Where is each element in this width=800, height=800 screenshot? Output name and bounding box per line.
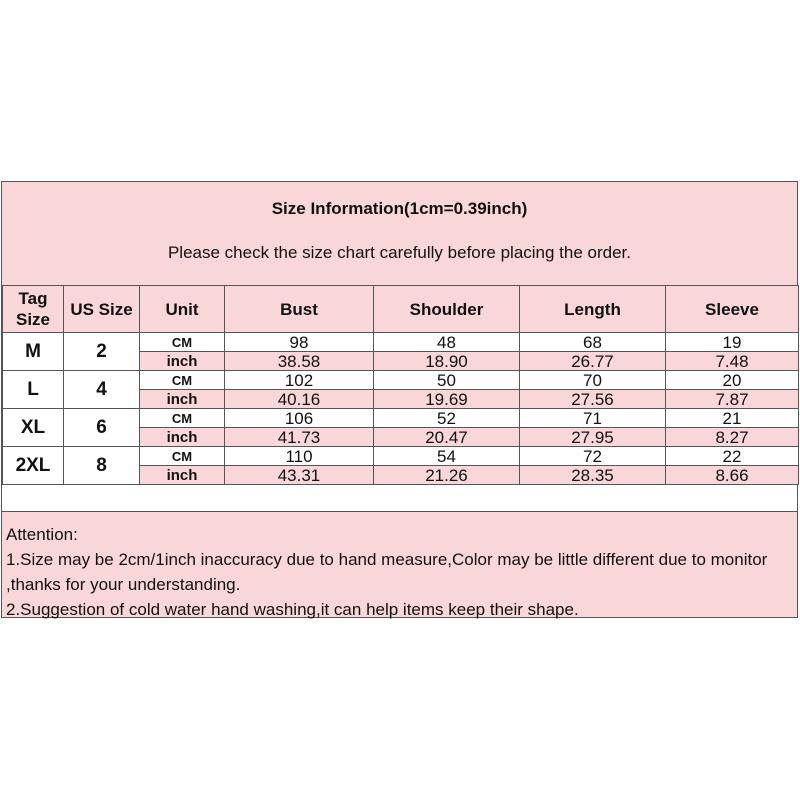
shoulder-value-cell: 18.90 xyxy=(374,352,520,371)
table-body xyxy=(3,333,799,485)
bust-value-cell: 102 xyxy=(225,371,374,390)
spacer-row xyxy=(2,488,797,512)
unit-cell: inch xyxy=(140,428,225,447)
us-size-cell: 2 xyxy=(64,333,140,371)
tag-size-cell: XL xyxy=(3,409,64,447)
attention-notes xyxy=(2,512,797,617)
column-header-length: Length xyxy=(520,286,666,333)
us-size-cell: 4 xyxy=(64,371,140,409)
column-header-sleeve: Sleeve xyxy=(666,286,799,333)
shoulder-value-cell: 20.47 xyxy=(374,428,520,447)
unit-cell: CM xyxy=(140,447,225,466)
bust-value-cell: 106 xyxy=(225,409,374,428)
shoulder-value-cell: 52 xyxy=(374,409,520,428)
length-value-cell: 26.77 xyxy=(520,352,666,371)
bust-value-cell: 110 xyxy=(225,447,374,466)
sleeve-value-cell: 8.27 xyxy=(666,428,799,447)
notes-heading: Attention: xyxy=(6,525,78,544)
us-size-cell: 8 xyxy=(64,447,140,485)
shoulder-value-cell: 54 xyxy=(374,447,520,466)
shoulder-value-cell: 21.26 xyxy=(374,466,520,485)
unit-cell: CM xyxy=(140,371,225,390)
table-row-cm xyxy=(3,371,799,390)
table-row-cm xyxy=(3,333,799,352)
sleeve-value-cell: 19 xyxy=(666,333,799,352)
tag-size-cell: L xyxy=(3,371,64,409)
sleeve-value-cell: 7.48 xyxy=(666,352,799,371)
length-value-cell: 72 xyxy=(520,447,666,466)
sleeve-value-cell: 20 xyxy=(666,371,799,390)
unit-cell: inch xyxy=(140,352,225,371)
shoulder-value-cell: 19.69 xyxy=(374,390,520,409)
sleeve-value-cell: 22 xyxy=(666,447,799,466)
sleeve-value-cell: 21 xyxy=(666,409,799,428)
column-header-shoulder: Shoulder xyxy=(374,286,520,333)
chart-header xyxy=(2,182,797,286)
bust-value-cell: 41.73 xyxy=(225,428,374,447)
length-value-cell: 28.35 xyxy=(520,466,666,485)
note-line-2: 2.Suggestion of cold water hand washing,it can help items keep their shape. xyxy=(6,600,579,619)
length-value-cell: 27.95 xyxy=(520,428,666,447)
sleeve-value-cell: 7.87 xyxy=(666,390,799,409)
shoulder-value-cell: 50 xyxy=(374,371,520,390)
length-value-cell: 70 xyxy=(520,371,666,390)
table-row-cm xyxy=(3,409,799,428)
table-header-row xyxy=(3,286,799,333)
note-line-1: 1.Size may be 2cm/1inch inaccuracy due to hand measure,Color may be little different due to monitor ,thanks for your understanding. xyxy=(6,550,768,594)
bust-value-cell: 98 xyxy=(225,333,374,352)
unit-cell: CM xyxy=(140,333,225,352)
size-chart xyxy=(1,181,798,618)
bust-value-cell: 43.31 xyxy=(225,466,374,485)
column-header-tag-size: Tag Size xyxy=(3,286,64,333)
shoulder-value-cell: 48 xyxy=(374,333,520,352)
column-header-bust: Bust xyxy=(225,286,374,333)
us-size-cell: 6 xyxy=(64,409,140,447)
unit-cell: CM xyxy=(140,409,225,428)
sleeve-value-cell: 8.66 xyxy=(666,466,799,485)
bust-value-cell: 40.16 xyxy=(225,390,374,409)
tag-size-cell: M xyxy=(3,333,64,371)
bust-value-cell: 38.58 xyxy=(225,352,374,371)
tag-size-cell: 2XL xyxy=(3,447,64,485)
column-header-unit: Unit xyxy=(140,286,225,333)
unit-cell: inch xyxy=(140,390,225,409)
column-header-us-size: US Size xyxy=(64,286,140,333)
unit-cell: inch xyxy=(140,466,225,485)
length-value-cell: 27.56 xyxy=(520,390,666,409)
table-row-cm xyxy=(3,447,799,466)
chart-subtitle: Please check the size chart carefully before placing the order. xyxy=(167,243,632,262)
length-value-cell: 71 xyxy=(520,409,666,428)
size-table xyxy=(2,285,799,485)
chart-title: Size Information(1cm=0.39inch) xyxy=(271,199,528,218)
length-value-cell: 68 xyxy=(520,333,666,352)
